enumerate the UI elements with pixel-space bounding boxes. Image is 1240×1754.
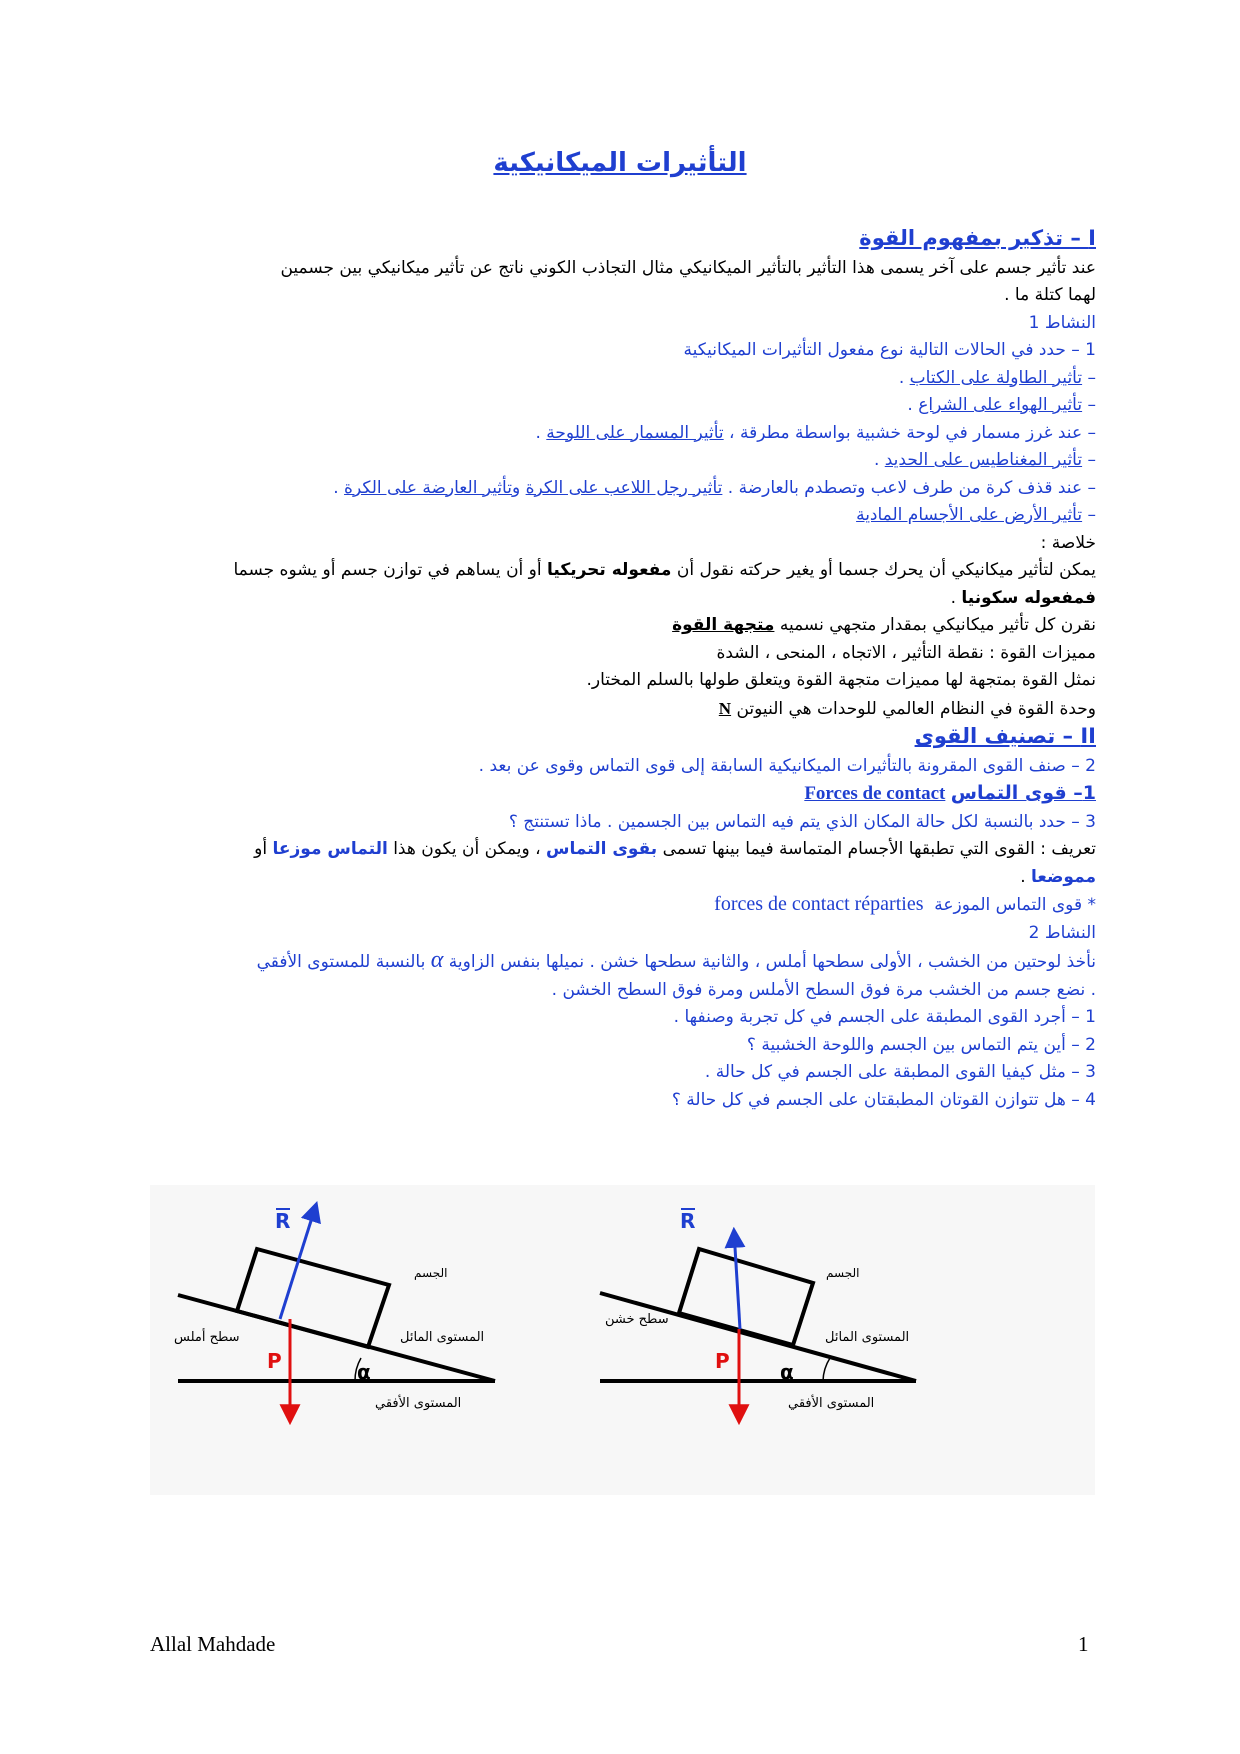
- angle-label: α: [780, 1360, 794, 1384]
- force-representation: نمثل القوة بمتجهة لها مميزات متجهة القوة ويتعلق طولها بالسلم المختار.: [586, 670, 1096, 690]
- footer-page-number: 1: [1078, 1632, 1089, 1656]
- vector-definition: نقرن كل تأثير ميكانيكي بمقدار متجهي نسميه متجهة القوة: [672, 615, 1096, 635]
- case-6: – تأثير الأرض على الأجسام المادية: [856, 505, 1096, 525]
- angle-label: α: [357, 1360, 371, 1384]
- vector-R-label: R: [275, 1209, 291, 1233]
- question-2: 2 – صنف القوى المقرونة بالتأثيرات الميكانيكية السابقة إلى قوى التماس وقوى عن بعد .: [478, 755, 1096, 776]
- definition-line-2: مموضعا .: [1020, 866, 1096, 887]
- section-2-heading: II – تصنيف القوى: [914, 724, 1096, 748]
- footer-author: Allal Mahdade: [150, 1632, 276, 1656]
- case-1: – تأثير الطاولة على الكتاب .: [898, 367, 1096, 388]
- body-label: الجسم: [414, 1266, 448, 1280]
- sub-question-1: 1 – أجرد القوى المطبقة على الجسم في كل تجربة وصنفها .: [673, 1007, 1096, 1027]
- incline-label: المستوى المائل: [400, 1330, 485, 1345]
- force-unit: وحدة القوة في النظام العالمي للوحدات هي النيوتن N: [718, 698, 1096, 719]
- case-5: – عند قذف كرة من طرف لاعب وتصطدم بالعارضة . تأثير رجل اللاعب على الكرة وتأثير العارضة على الكرة .: [333, 477, 1096, 498]
- figure-background: [150, 1185, 1095, 1495]
- activity-2-line-2: . نضع جسم من الخشب مرة فوق السطح الأملس ومرة فوق السطح الخشن .: [551, 979, 1096, 1000]
- sub-question-2: 2 – أين يتم التماس بين الجسم واللوحة الخشبية ؟: [746, 1034, 1096, 1055]
- sub-question-3: 3 – مثل كيفيا القوى المطبقة على الجسم في كل حالة .: [704, 1062, 1096, 1082]
- distributed-forces: * قوى التماس الموزعة forces de contact réparties: [714, 893, 1096, 915]
- inclined-plane-diagrams: [150, 1185, 1095, 1495]
- case-4: – تأثير المغناطيس على الحديد .: [873, 450, 1096, 470]
- question-1: 1 – حدد في الحالات التالية نوع مفعول التأثيرات الميكانيكية: [683, 340, 1096, 360]
- conclusion-label: خلاصة :: [1040, 532, 1096, 553]
- horizontal-label: المستوى الأفقي: [375, 1396, 462, 1411]
- subsection-contact-forces: 1– قوى التماس Forces de contact: [804, 782, 1096, 804]
- definition-line-1: تعريف : القوى التي تطبقها الأجسام المتماسة فيما بينها تسمى بقوى التماس ، ويمكن أن يكون هذا التماس موزعا أو: [254, 839, 1096, 859]
- activity-1-label: النشاط 1: [1028, 312, 1096, 333]
- document-body: [150, 225, 1096, 1114]
- intro-line-1: عند تأثير جسم على آخر يسمى هذا التأثير بالتأثير الميكانيكي مثال التجاذب الكوني ناتج عن تأثير ميكانيكي بين جسمين: [280, 257, 1096, 278]
- question-3: 3 – حدد بالنسبة لكل حالة المكان الذي يتم فيه التماس بين الجسمين . ماذا تستنتج ؟: [508, 811, 1096, 832]
- surface-label: سطح أملس: [174, 1330, 240, 1345]
- section-1-heading: I – تذكير بمفهوم القوة: [859, 226, 1096, 250]
- vector-P-label: P: [715, 1349, 730, 1373]
- case-2: – تأثير الهواء على الشراع .: [907, 395, 1096, 415]
- activity-2-line-1: نأخذ لوحتين من الخشب ، الأولى سطحها أملس ، والثانية سطحها خشن . نميلها بنفس الزاوية α بالنسبة للمستوى الأفقي: [256, 947, 1096, 973]
- force-features: مميزات القوة : نقطة التأثير ، الاتجاه ، المنحى ، الشدة: [716, 642, 1096, 663]
- case-3: – عند غرز مسمار في لوحة خشبية بواسطة مطرقة ، تأثير المسمار على اللوحة .: [535, 422, 1096, 443]
- vector-R-label: R: [680, 1209, 696, 1233]
- sub-question-4: 4 – هل تتوازن القوتان المطبقتان على الجسم في كل حالة ؟: [671, 1089, 1096, 1110]
- inclined-plane-figure: [150, 1185, 1095, 1495]
- body-label: الجسم: [826, 1266, 860, 1280]
- conclusion-line-2: فمفعوله سكونيا .: [950, 587, 1096, 608]
- activity-2-label: النشاط 2: [1028, 922, 1096, 943]
- surface-label: سطح خشن: [605, 1312, 669, 1327]
- incline-label: المستوى المائل: [825, 1330, 910, 1345]
- conclusion-line-1: يمكن لتأثير ميكانيكي أن يحرك جسما أو يغير حركته نقول أن مفعوله تحريكيا أو أن يساهم في توازن جسم أو يشوه جسما: [233, 560, 1096, 580]
- page-title: التأثيرات الميكانيكية: [493, 148, 747, 178]
- intro-line-2: لهما كتلة ما .: [1004, 285, 1096, 305]
- horizontal-label: المستوى الأفقي: [788, 1396, 875, 1411]
- vector-P-label: P: [267, 1349, 282, 1373]
